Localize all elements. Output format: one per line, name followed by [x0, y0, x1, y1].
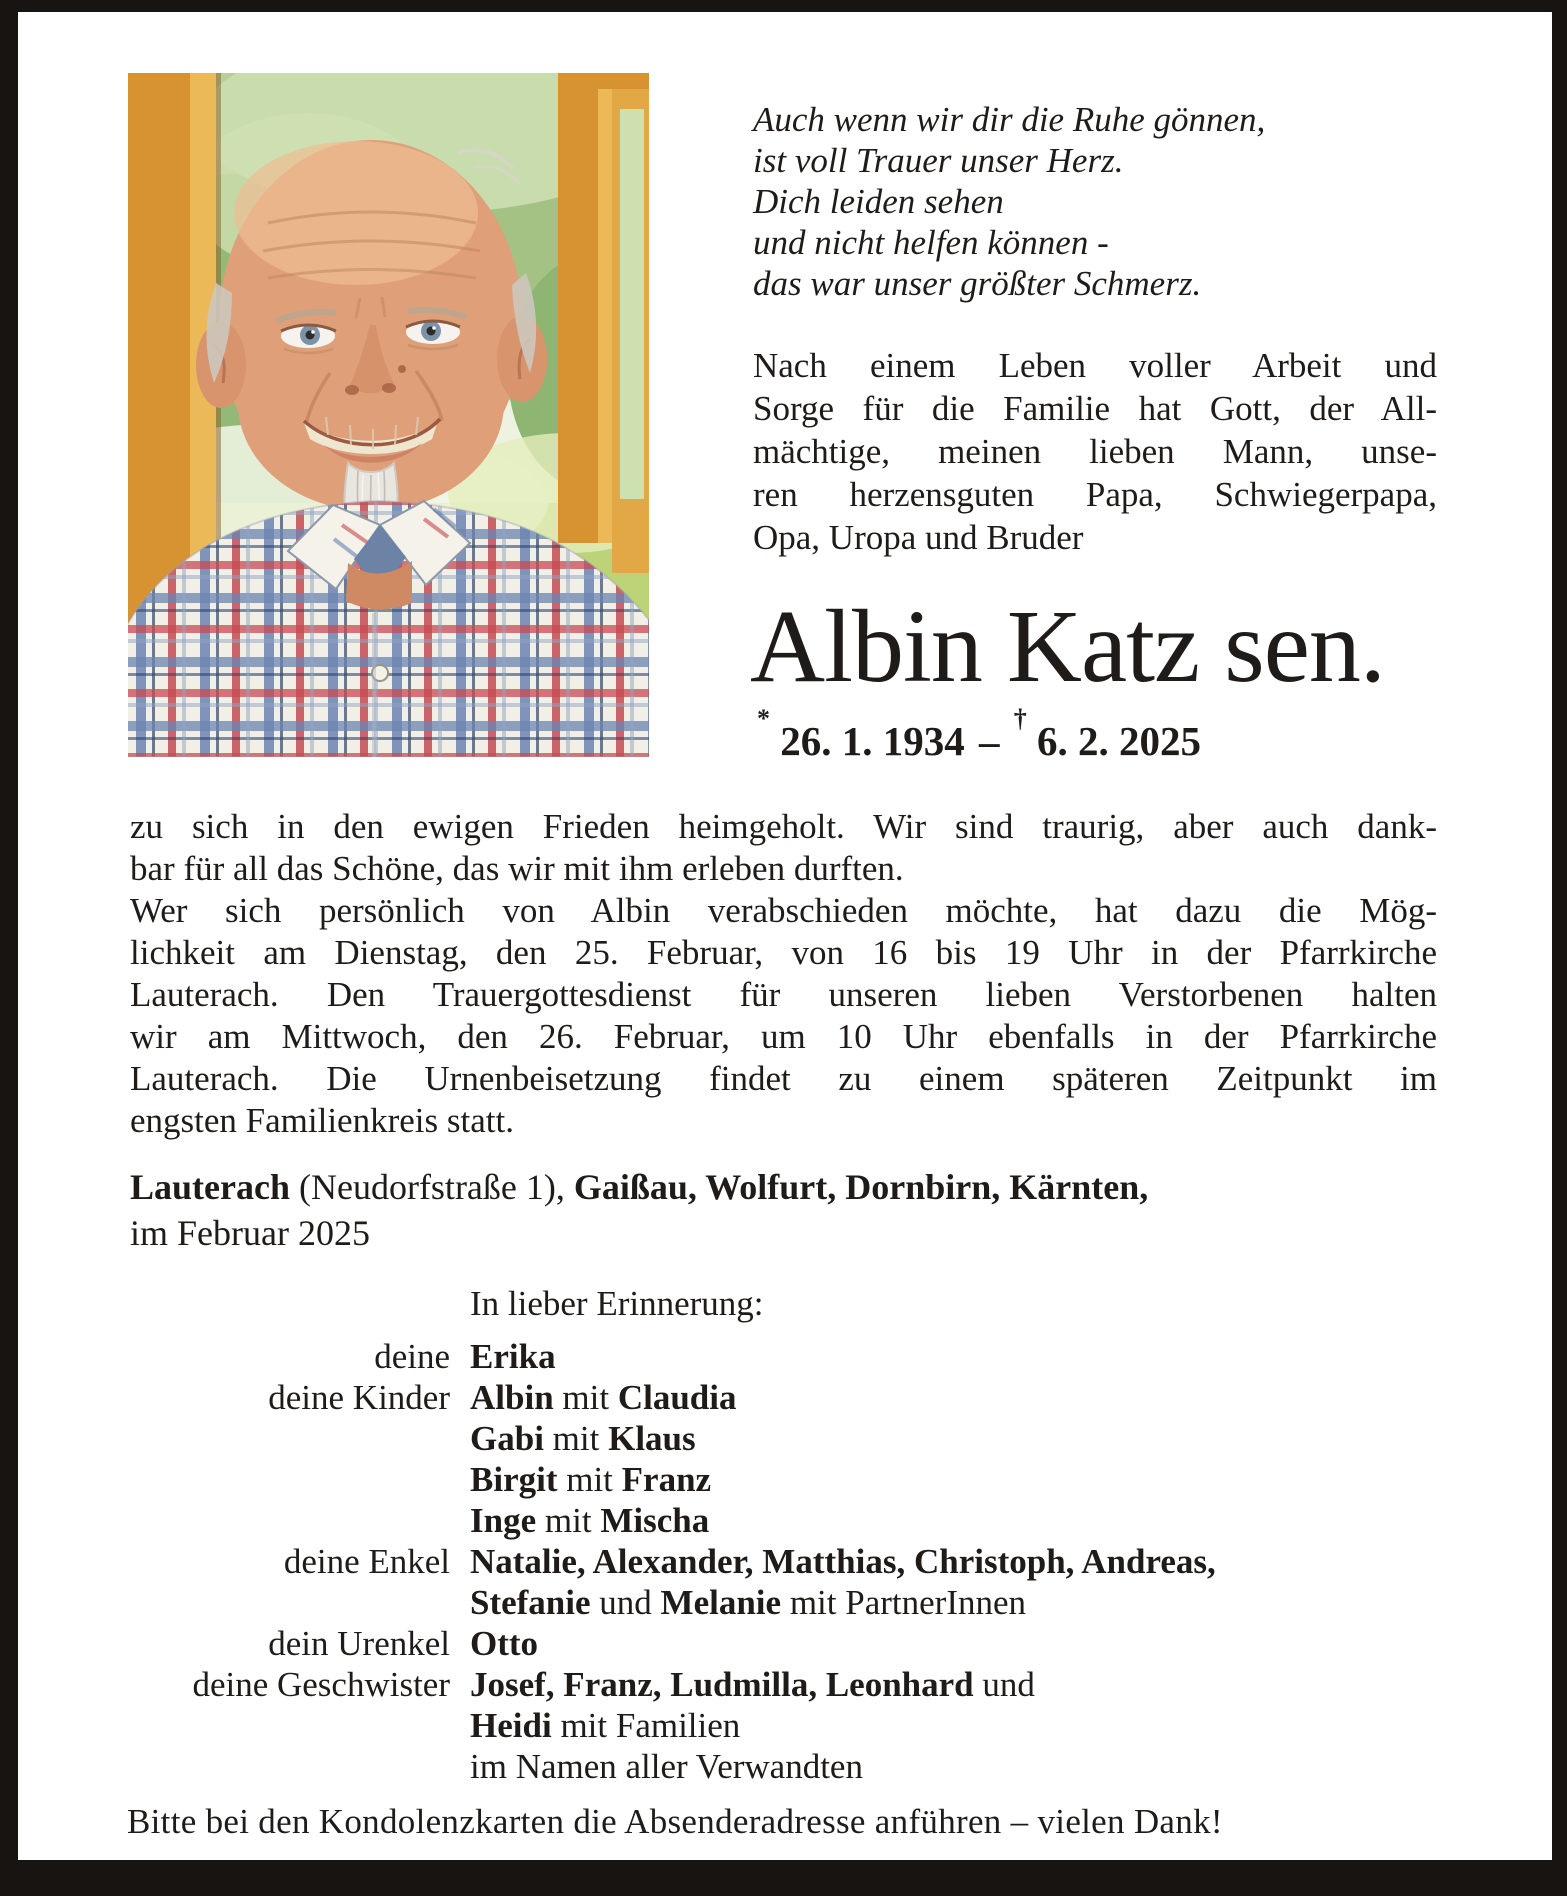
- text-line: Auch wenn wir dir die Ruhe gönnen,: [753, 100, 1266, 139]
- bold-name: Melanie: [660, 1583, 782, 1622]
- relation-label: deine Enkel: [283, 1542, 450, 1581]
- relative-names: [470, 1419, 696, 1458]
- birth-symbol: *: [757, 704, 770, 734]
- bold-name: Otto: [470, 1624, 539, 1663]
- text-line: Wer sich persönlich von Albin verabschieden möchte, hat dazu die Mög-: [130, 891, 1437, 930]
- bold-name: Gabi: [470, 1419, 544, 1458]
- bold-name: Heidi: [470, 1706, 552, 1745]
- remembrance-title: In lieber Erinnerung:: [470, 1284, 764, 1323]
- relative-names: [470, 1583, 1026, 1622]
- relative-names: [470, 1665, 1035, 1704]
- bold-name: Josef, Franz, Ludmilla, Leonhard: [470, 1665, 974, 1704]
- portrait-illustration: [128, 73, 649, 757]
- text-line: lichkeit am Dienstag, den 25. Februar, von 16 bis 19 Uhr in der Pfarrkirche: [130, 933, 1437, 972]
- bold-name: Mischa: [600, 1501, 710, 1540]
- location-line: [130, 1166, 1470, 1208]
- condolence-note: Bitte bei den Kondolenzkarten die Absenderadresse anführen – vielen Dank!: [127, 1802, 1223, 1841]
- text-line: wir am Mittwoch, den 26. Februar, um 10 Uhr ebenfalls in der Pfarrkirche: [130, 1017, 1437, 1056]
- bold-name: Klaus: [608, 1419, 696, 1458]
- relative-names: [470, 1747, 863, 1786]
- remembrance-row: [110, 1377, 1510, 1418]
- intro-paragraph: [753, 344, 1437, 559]
- text-part: mit Familien: [551, 1706, 741, 1745]
- announcement-text: [130, 806, 1437, 1142]
- remembrance-row: [110, 1541, 1510, 1582]
- bold-name: Erika: [470, 1337, 556, 1376]
- remembrance-row: [110, 1418, 1510, 1459]
- text-line: Sorge für die Familie hat Gott, der All-: [753, 389, 1437, 428]
- bold-name: Gaißau, Wolfurt, Dornbirn, Kärnten,: [573, 1167, 1149, 1207]
- remembrance-row: [110, 1664, 1510, 1705]
- text-part: mit PartnerInnen: [781, 1583, 1027, 1622]
- portrait-photo: [128, 73, 649, 757]
- text-part: mit: [543, 1419, 609, 1458]
- relative-names: [470, 1378, 737, 1417]
- bold-name: Claudia: [617, 1378, 737, 1417]
- deceased-name: Albin Katz sen.: [750, 589, 1385, 704]
- remembrance-row: [110, 1746, 1510, 1787]
- remembrance-row: [110, 1623, 1510, 1664]
- relation-label: dein Urenkel: [268, 1624, 450, 1663]
- remembrance-row: [110, 1459, 1510, 1500]
- text-line: ren herzensguten Papa, Schwiegerpapa,: [753, 475, 1437, 514]
- life-dates: [757, 704, 1201, 765]
- relative-names: [470, 1624, 538, 1663]
- text-line: und nicht helfen können -: [753, 223, 1109, 262]
- bold-name: Albin: [470, 1378, 554, 1417]
- text-line: Lauterach. Die Urnenbeisetzung findet zu einem späteren Zeitpunkt im: [130, 1059, 1437, 1098]
- relative-names: [470, 1460, 711, 1499]
- bold-name: Inge: [470, 1501, 537, 1540]
- text-part: mit: [536, 1501, 601, 1540]
- text-part: mit: [553, 1378, 618, 1417]
- bold-name: Lauterach: [130, 1167, 290, 1207]
- bold-name: Natalie, Alexander, Matthias, Christoph, Andreas,: [470, 1542, 1216, 1581]
- relative-names: [470, 1706, 740, 1745]
- memorial-poem: [753, 99, 1393, 304]
- relation-label: deine Kinder: [268, 1378, 450, 1417]
- relative-names: [470, 1542, 1216, 1581]
- death-date: 6. 2. 2025: [1037, 718, 1201, 764]
- bold-name: Stefanie: [470, 1583, 591, 1622]
- text-part: (Neudorfstraße 1),: [289, 1167, 574, 1207]
- relative-names: [470, 1337, 556, 1376]
- text-line: ist voll Trauer unser Herz.: [753, 141, 1124, 180]
- text-line: zu sich in den ewigen Frieden heimgeholt. Wir sind traurig, aber auch dank-: [130, 807, 1437, 846]
- text-part: im Namen aller Verwandten: [470, 1747, 863, 1786]
- text-part: mit: [557, 1460, 622, 1499]
- remembrance-row: [110, 1336, 1510, 1377]
- remembrance-row: [110, 1705, 1510, 1746]
- text-line: das war unser größter Schmerz.: [753, 264, 1202, 303]
- text-line: Lauterach. Den Trauergottesdienst für unseren lieben Verstorbenen halten: [130, 975, 1437, 1014]
- text-part: und: [590, 1583, 661, 1622]
- birth-date: 26. 1. 1934: [780, 718, 965, 764]
- text-line: Dich leiden sehen: [753, 182, 1004, 221]
- relation-label: deine Geschwister: [192, 1665, 450, 1704]
- date-line: im Februar 2025: [130, 1213, 370, 1253]
- text-line: Nach einem Leben voller Arbeit und: [753, 346, 1437, 385]
- text-line: Opa, Uropa und Bruder: [753, 518, 1084, 557]
- date-separator: –: [979, 718, 1000, 764]
- text-line: mächtige, meinen lieben Mann, unse-: [753, 432, 1437, 471]
- text-line: bar für all das Schöne, das wir mit ihm erleben durften.: [130, 849, 904, 888]
- remembrance-rows: [110, 1336, 1510, 1787]
- relative-names: [470, 1501, 709, 1540]
- bold-name: Birgit: [470, 1460, 558, 1499]
- death-symbol: †: [1013, 704, 1027, 734]
- text-line: engsten Familienkreis statt.: [130, 1101, 514, 1140]
- text-part: und: [973, 1665, 1035, 1704]
- relation-label: deine: [374, 1337, 450, 1376]
- remembrance-row: [110, 1582, 1510, 1623]
- remembrance-row: [110, 1500, 1510, 1541]
- bold-name: Franz: [621, 1460, 712, 1499]
